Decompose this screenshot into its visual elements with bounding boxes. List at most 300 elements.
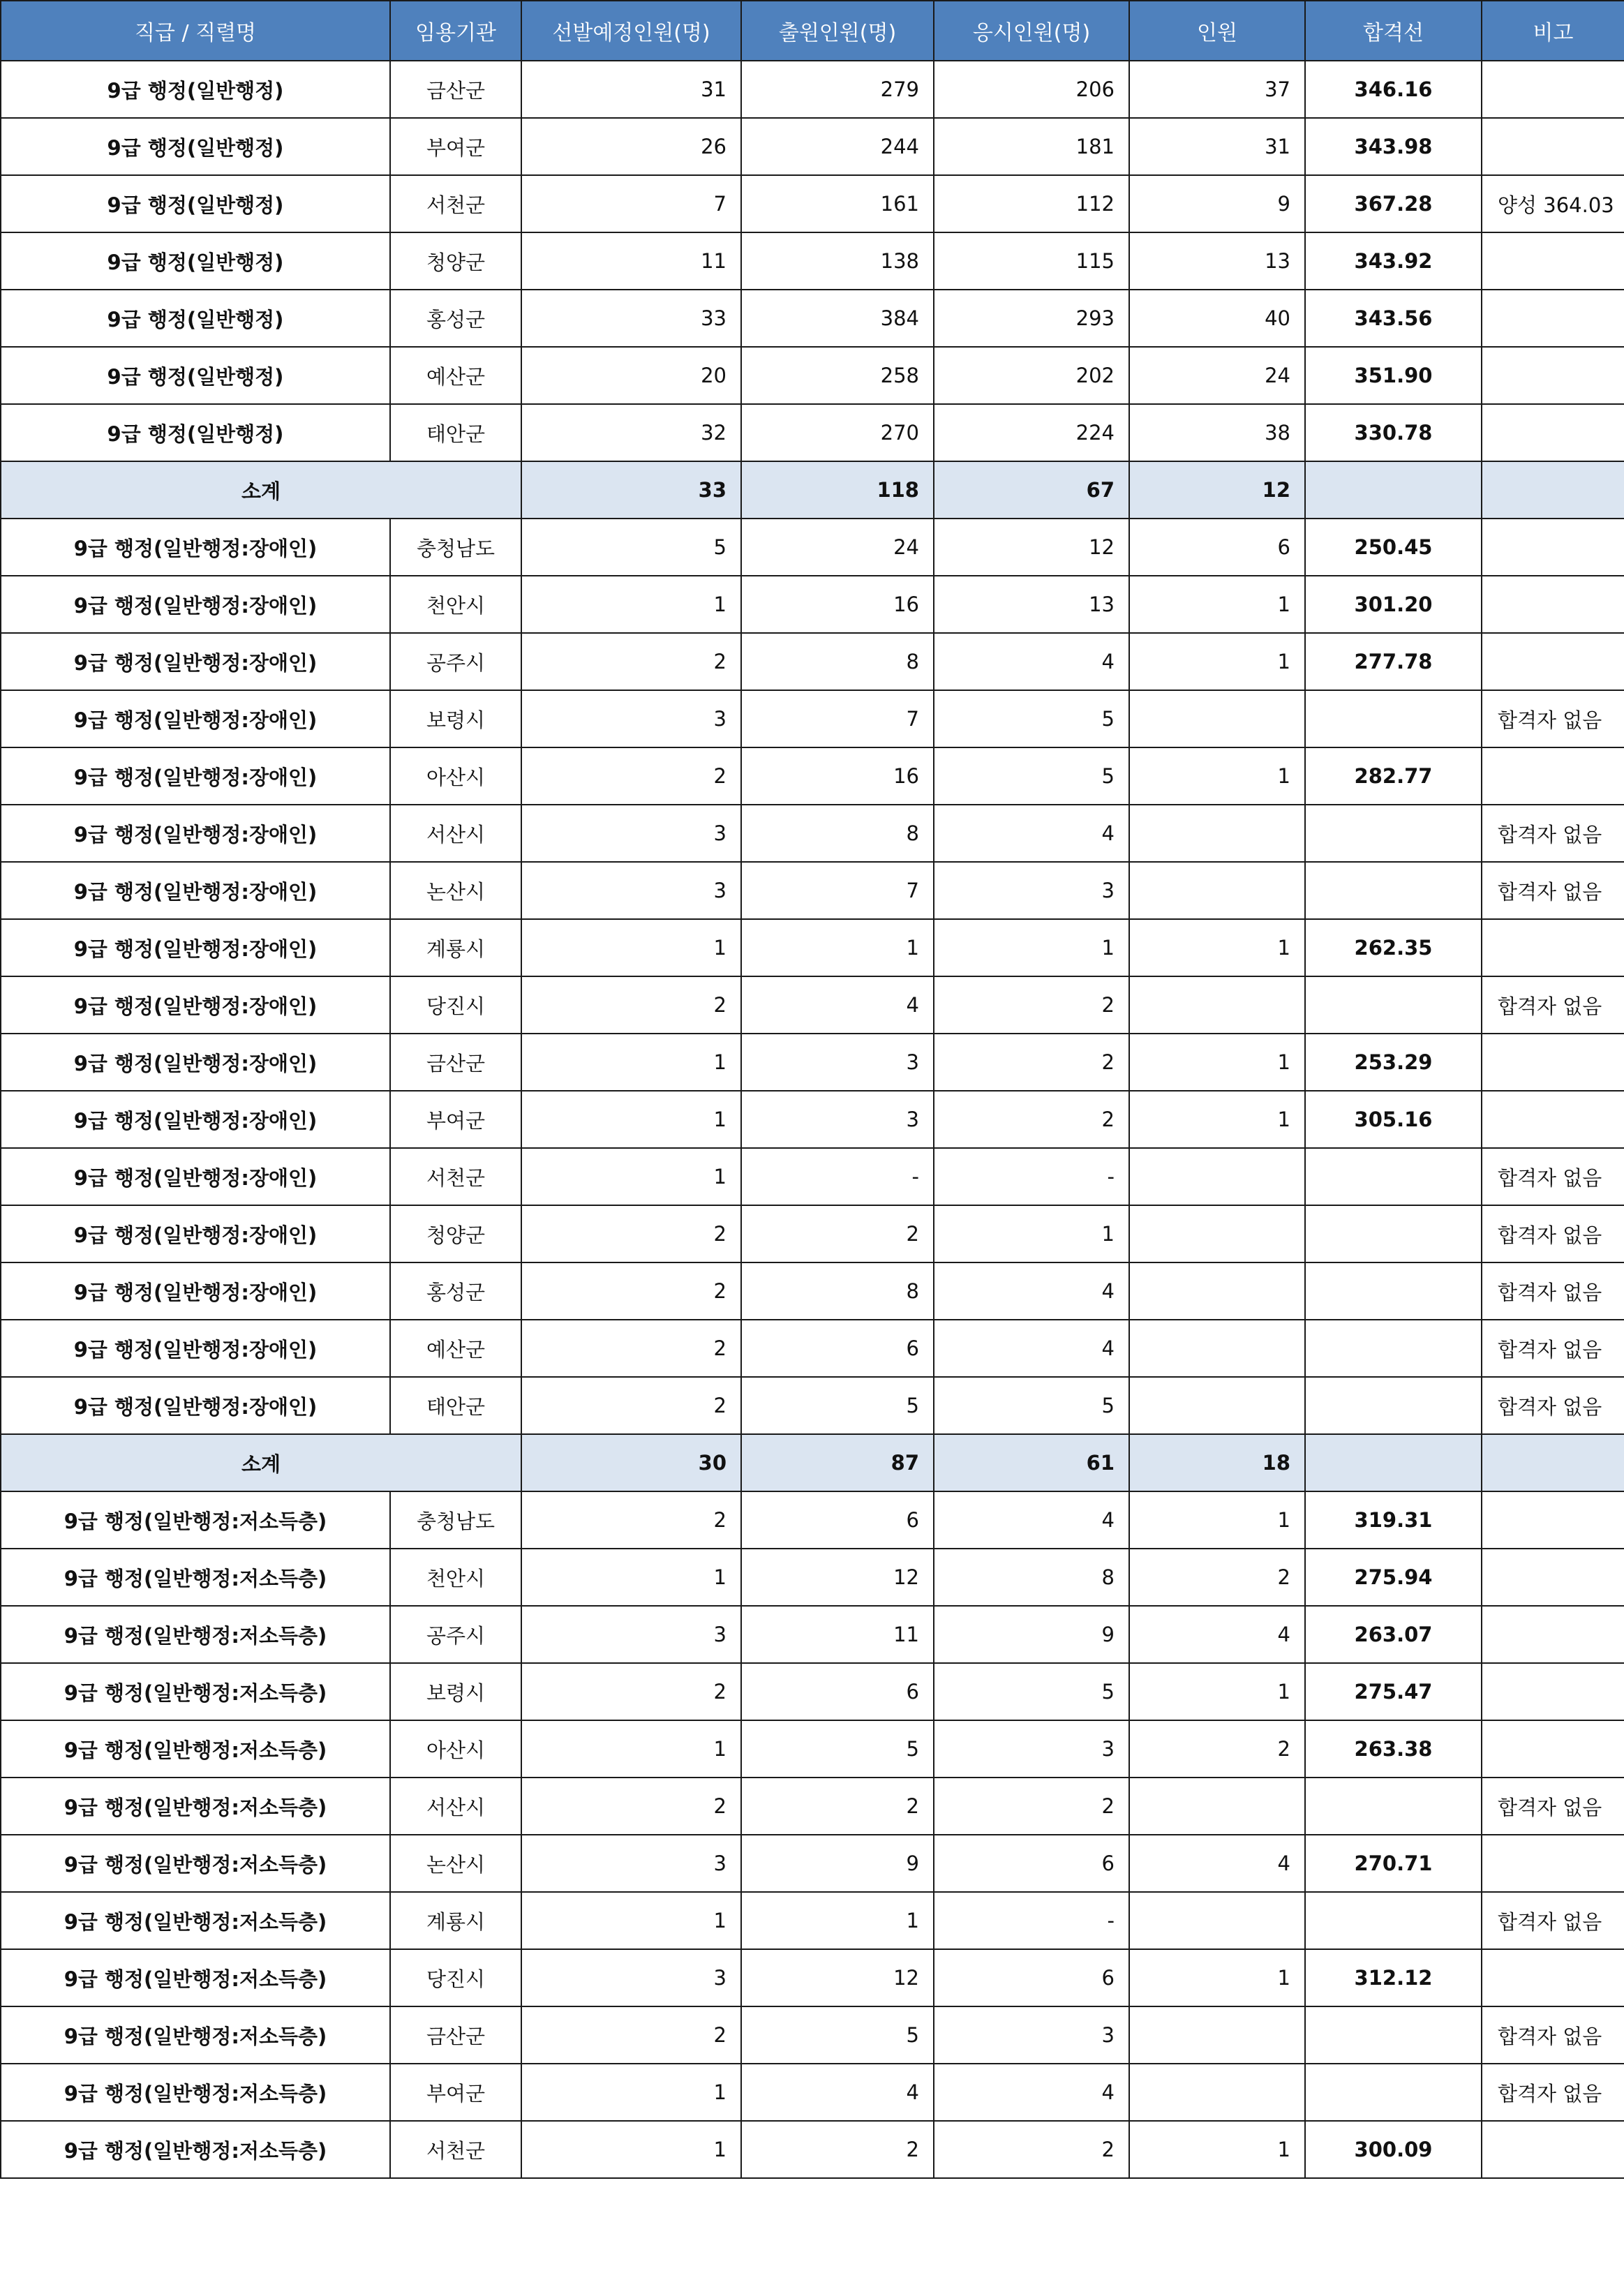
cell-note: 합격자 없음 [1482, 976, 1624, 1034]
cell-passed [1129, 690, 1305, 747]
cell-planned: 2 [521, 1205, 741, 1262]
cell-planned: 1 [521, 1892, 741, 1949]
cell-cutoff [1305, 1778, 1482, 1835]
cell-note: 합격자 없음 [1482, 1148, 1624, 1205]
cell-title: 9급 행정(일반행정) [1, 175, 390, 232]
cell-tested: 3 [934, 1720, 1129, 1778]
cell-cutoff: 312.12 [1305, 1949, 1482, 2006]
cell-tested: 4 [934, 2064, 1129, 2121]
cell-tested: 4 [934, 1320, 1129, 1377]
cell-passed: 6 [1129, 519, 1305, 576]
cell-cutoff [1305, 1205, 1482, 1262]
cell-note [1482, 1949, 1624, 2006]
cell-title: 9급 행정(일반행정) [1, 347, 390, 404]
table-row [1, 1606, 1624, 1663]
table-row [1, 862, 1624, 919]
cell-passed: 4 [1129, 1835, 1305, 1892]
cell-planned: 1 [521, 576, 741, 633]
cell-note [1482, 1434, 1624, 1491]
cell-cutoff [1305, 1262, 1482, 1320]
cell-applied: 2 [741, 1205, 934, 1262]
cell-note: 합격자 없음 [1482, 2064, 1624, 2121]
cell-applied: 279 [741, 61, 934, 118]
cell-org: 서천군 [390, 2121, 521, 2178]
cell-note [1482, 576, 1624, 633]
table-row [1, 1034, 1624, 1091]
cell-org: 서천군 [390, 1148, 521, 1205]
cell-planned: 1 [521, 1034, 741, 1091]
cell-planned: 30 [521, 1434, 741, 1491]
cell-note: 합격자 없음 [1482, 1778, 1624, 1835]
cell-planned: 3 [521, 1949, 741, 2006]
cell-planned: 2 [521, 2006, 741, 2064]
cell-tested: 61 [934, 1434, 1129, 1491]
cell-title: 9급 행정(일반행정) [1, 118, 390, 175]
table-row [1, 347, 1624, 404]
cell-title: 9급 행정(일반행정:장애인) [1, 633, 390, 690]
cell-tested: 67 [934, 461, 1129, 519]
cell-tested: 4 [934, 1262, 1129, 1320]
table-row [1, 1892, 1624, 1949]
cell-passed [1129, 1205, 1305, 1262]
cell-tested: - [934, 1148, 1129, 1205]
cell-applied: 9 [741, 1835, 934, 1892]
cell-title: 9급 행정(일반행정:저소득층) [1, 2006, 390, 2064]
cell-planned: 2 [521, 1377, 741, 1434]
cell-org: 홍성군 [390, 290, 521, 347]
cell-org: 부여군 [390, 2064, 521, 2121]
cell-cutoff: 277.78 [1305, 633, 1482, 690]
cell-tested: 8 [934, 1549, 1129, 1606]
cell-planned: 3 [521, 862, 741, 919]
cell-tested: 3 [934, 862, 1129, 919]
cell-passed: 31 [1129, 118, 1305, 175]
cell-note [1482, 461, 1624, 519]
cell-tested: 181 [934, 118, 1129, 175]
cell-org: 논산시 [390, 862, 521, 919]
cell-passed: 1 [1129, 1091, 1305, 1148]
cell-tested: 206 [934, 61, 1129, 118]
cell-passed: 1 [1129, 1491, 1305, 1549]
cell-cutoff [1305, 2006, 1482, 2064]
table-row [1, 1320, 1624, 1377]
cell-planned: 26 [521, 118, 741, 175]
cell-note [1482, 1720, 1624, 1778]
cell-title: 9급 행정(일반행정:저소득층) [1, 1778, 390, 1835]
table-row [1, 1262, 1624, 1320]
cell-passed: 1 [1129, 1663, 1305, 1720]
cell-cutoff [1305, 690, 1482, 747]
cell-passed: 1 [1129, 2121, 1305, 2178]
cell-cutoff [1305, 1148, 1482, 1205]
cell-title: 9급 행정(일반행정:저소득층) [1, 1491, 390, 1549]
cell-org: 홍성군 [390, 1262, 521, 1320]
cell-title: 9급 행정(일반행정:장애인) [1, 1148, 390, 1205]
cell-applied: 1 [741, 919, 934, 976]
column-header-org: 임용기관 [390, 1, 521, 61]
cell-applied: 138 [741, 232, 934, 290]
cell-tested: 115 [934, 232, 1129, 290]
cell-applied: 4 [741, 2064, 934, 2121]
cell-tested: 2 [934, 1034, 1129, 1091]
table-row [1, 1835, 1624, 1892]
table-row [1, 2121, 1624, 2178]
cell-tested: 1 [934, 919, 1129, 976]
cell-passed [1129, 976, 1305, 1034]
cell-passed: 18 [1129, 1434, 1305, 1491]
cell-note [1482, 2121, 1624, 2178]
cell-cutoff: 319.31 [1305, 1491, 1482, 1549]
cell-passed: 1 [1129, 633, 1305, 690]
column-header-planned: 선발예정인원(명) [521, 1, 741, 61]
cell-note: 합격자 없음 [1482, 862, 1624, 919]
cell-note: 양성 364.03 [1482, 175, 1624, 232]
cell-note [1482, 1549, 1624, 1606]
cell-passed [1129, 862, 1305, 919]
cell-note [1482, 747, 1624, 805]
cell-cutoff: 262.35 [1305, 919, 1482, 976]
cell-applied: 258 [741, 347, 934, 404]
subtotal-label: 소계 [1, 1434, 521, 1491]
cell-cutoff: 263.07 [1305, 1606, 1482, 1663]
cell-org: 논산시 [390, 1835, 521, 1892]
cell-note [1482, 232, 1624, 290]
cell-title: 9급 행정(일반행정:장애인) [1, 919, 390, 976]
table-row [1, 61, 1624, 118]
column-header-applied: 출원인원(명) [741, 1, 934, 61]
table-row [1, 633, 1624, 690]
cell-tested: 4 [934, 633, 1129, 690]
cell-passed: 1 [1129, 576, 1305, 633]
cell-planned: 32 [521, 404, 741, 461]
table-row [1, 1549, 1624, 1606]
table-row [1, 1205, 1624, 1262]
cell-org: 천안시 [390, 576, 521, 633]
table-row [1, 2064, 1624, 2121]
cell-org: 서천군 [390, 175, 521, 232]
table-row [1, 175, 1624, 232]
table-row [1, 805, 1624, 862]
cell-cutoff [1305, 1892, 1482, 1949]
cell-title: 9급 행정(일반행정:장애인) [1, 747, 390, 805]
cell-passed [1129, 2006, 1305, 2064]
cell-cutoff [1305, 976, 1482, 1034]
table-row [1, 519, 1624, 576]
table-row [1, 1949, 1624, 2006]
cell-applied: 2 [741, 2121, 934, 2178]
cell-org: 태안군 [390, 404, 521, 461]
cell-title: 9급 행정(일반행정:장애인) [1, 690, 390, 747]
cell-tested: 1 [934, 1205, 1129, 1262]
cell-tested: 293 [934, 290, 1129, 347]
cell-org: 아산시 [390, 1720, 521, 1778]
table-row [1, 290, 1624, 347]
cell-planned: 11 [521, 232, 741, 290]
cell-tested: 2 [934, 1778, 1129, 1835]
cell-applied: 2 [741, 1778, 934, 1835]
cell-planned: 5 [521, 519, 741, 576]
cell-planned: 20 [521, 347, 741, 404]
cell-tested: 4 [934, 805, 1129, 862]
cell-note: 합격자 없음 [1482, 1262, 1624, 1320]
subtotal-row [1, 1434, 1624, 1491]
cell-org: 계룡시 [390, 1892, 521, 1949]
cell-tested: 4 [934, 1491, 1129, 1549]
cell-tested: 112 [934, 175, 1129, 232]
cell-note: 합격자 없음 [1482, 805, 1624, 862]
cell-title: 9급 행정(일반행정:저소득층) [1, 2064, 390, 2121]
cell-title: 9급 행정(일반행정) [1, 290, 390, 347]
cell-passed [1129, 1148, 1305, 1205]
cell-passed: 1 [1129, 1949, 1305, 2006]
cell-planned: 2 [521, 976, 741, 1034]
cell-note [1482, 1835, 1624, 1892]
cell-title: 9급 행정(일반행정:장애인) [1, 1034, 390, 1091]
cell-planned: 33 [521, 290, 741, 347]
cell-org: 보령시 [390, 1663, 521, 1720]
cell-org: 예산군 [390, 1320, 521, 1377]
cell-applied: 5 [741, 1720, 934, 1778]
cell-planned: 2 [521, 1778, 741, 1835]
cell-planned: 1 [521, 2121, 741, 2178]
cell-title: 9급 행정(일반행정:장애인) [1, 1205, 390, 1262]
cell-passed: 4 [1129, 1606, 1305, 1663]
cell-applied: 8 [741, 633, 934, 690]
cell-cutoff: 343.56 [1305, 290, 1482, 347]
cell-cutoff [1305, 461, 1482, 519]
cell-tested: 2 [934, 1091, 1129, 1148]
cell-tested: 5 [934, 690, 1129, 747]
cell-note [1482, 1091, 1624, 1148]
cell-cutoff [1305, 805, 1482, 862]
cell-passed [1129, 1320, 1305, 1377]
cell-cutoff: 367.28 [1305, 175, 1482, 232]
cell-planned: 2 [521, 633, 741, 690]
column-header-cutoff: 합격선 [1305, 1, 1482, 61]
cell-title: 9급 행정(일반행정:저소득층) [1, 1663, 390, 1720]
cell-planned: 1 [521, 1720, 741, 1778]
cell-cutoff [1305, 1434, 1482, 1491]
table-row [1, 404, 1624, 461]
cell-applied: 3 [741, 1034, 934, 1091]
cell-tested: 6 [934, 1949, 1129, 2006]
cell-note: 합격자 없음 [1482, 1377, 1624, 1434]
cell-planned: 33 [521, 461, 741, 519]
cell-org: 당진시 [390, 1949, 521, 2006]
cell-passed: 1 [1129, 919, 1305, 976]
cell-note [1482, 919, 1624, 976]
cell-cutoff [1305, 862, 1482, 919]
cell-planned: 2 [521, 1491, 741, 1549]
cell-passed: 24 [1129, 347, 1305, 404]
cell-cutoff: 263.38 [1305, 1720, 1482, 1778]
cell-applied: 8 [741, 1262, 934, 1320]
cell-passed: 2 [1129, 1549, 1305, 1606]
cell-org: 금산군 [390, 61, 521, 118]
cell-passed: 37 [1129, 61, 1305, 118]
cell-applied: 6 [741, 1320, 934, 1377]
cell-note: 합격자 없음 [1482, 2006, 1624, 2064]
cell-org: 공주시 [390, 1606, 521, 1663]
cell-note: 합격자 없음 [1482, 1320, 1624, 1377]
cell-applied: 12 [741, 1949, 934, 2006]
cell-tested: 202 [934, 347, 1129, 404]
cell-passed: 38 [1129, 404, 1305, 461]
table-row [1, 1491, 1624, 1549]
cell-applied: 11 [741, 1606, 934, 1663]
cell-planned: 1 [521, 1091, 741, 1148]
table-row [1, 919, 1624, 976]
cell-applied: 7 [741, 690, 934, 747]
cell-planned: 1 [521, 919, 741, 976]
cell-title: 9급 행정(일반행정:장애인) [1, 1091, 390, 1148]
table-body [1, 61, 1624, 2178]
cell-passed: 1 [1129, 747, 1305, 805]
cell-planned: 2 [521, 747, 741, 805]
cell-org: 태안군 [390, 1377, 521, 1434]
cell-cutoff: 351.90 [1305, 347, 1482, 404]
cell-title: 9급 행정(일반행정:장애인) [1, 976, 390, 1034]
cell-passed: 13 [1129, 232, 1305, 290]
cell-org: 청양군 [390, 1205, 521, 1262]
cell-title: 9급 행정(일반행정:저소득층) [1, 1835, 390, 1892]
cell-planned: 2 [521, 1320, 741, 1377]
cell-title: 9급 행정(일반행정:저소득층) [1, 1606, 390, 1663]
cell-cutoff: 301.20 [1305, 576, 1482, 633]
table-row [1, 1148, 1624, 1205]
cell-cutoff: 250.45 [1305, 519, 1482, 576]
cell-applied: 118 [741, 461, 934, 519]
cell-planned: 3 [521, 690, 741, 747]
cell-org: 충청남도 [390, 519, 521, 576]
cell-cutoff: 330.78 [1305, 404, 1482, 461]
column-header-title: 직급 / 직렬명 [1, 1, 390, 61]
cell-title: 9급 행정(일반행정:저소득층) [1, 2121, 390, 2178]
cell-planned: 31 [521, 61, 741, 118]
cell-org: 계룡시 [390, 919, 521, 976]
cell-applied: 7 [741, 862, 934, 919]
cell-applied: 1 [741, 1892, 934, 1949]
cell-cutoff [1305, 1320, 1482, 1377]
cell-planned: 1 [521, 1148, 741, 1205]
cell-planned: 1 [521, 2064, 741, 2121]
cell-cutoff: 343.92 [1305, 232, 1482, 290]
table-row [1, 1377, 1624, 1434]
cell-org: 금산군 [390, 2006, 521, 2064]
cell-cutoff: 275.47 [1305, 1663, 1482, 1720]
cell-planned: 3 [521, 1606, 741, 1663]
cell-cutoff: 346.16 [1305, 61, 1482, 118]
cell-note [1482, 347, 1624, 404]
cell-passed: 12 [1129, 461, 1305, 519]
cell-title: 9급 행정(일반행정:저소득층) [1, 1949, 390, 2006]
cell-cutoff: 300.09 [1305, 2121, 1482, 2178]
cell-tested: 13 [934, 576, 1129, 633]
cell-org: 아산시 [390, 747, 521, 805]
cell-cutoff [1305, 2064, 1482, 2121]
cell-org: 서산시 [390, 1778, 521, 1835]
cell-applied: 8 [741, 805, 934, 862]
cell-passed: 9 [1129, 175, 1305, 232]
cell-cutoff: 275.94 [1305, 1549, 1482, 1606]
cell-planned: 3 [521, 1835, 741, 1892]
cell-applied: 6 [741, 1663, 934, 1720]
cell-cutoff: 305.16 [1305, 1091, 1482, 1148]
table-row [1, 747, 1624, 805]
cell-title: 9급 행정(일반행정:장애인) [1, 1320, 390, 1377]
cell-applied: 3 [741, 1091, 934, 1148]
cell-applied: 87 [741, 1434, 934, 1491]
cell-planned: 2 [521, 1262, 741, 1320]
cell-applied: 5 [741, 2006, 934, 2064]
cell-passed [1129, 805, 1305, 862]
cell-tested: - [934, 1892, 1129, 1949]
table-row [1, 1091, 1624, 1148]
cell-title: 9급 행정(일반행정:장애인) [1, 1262, 390, 1320]
subtotal-row [1, 461, 1624, 519]
cell-applied: 12 [741, 1549, 934, 1606]
cell-title: 9급 행정(일반행정:장애인) [1, 862, 390, 919]
cell-note [1482, 61, 1624, 118]
cell-passed: 1 [1129, 1034, 1305, 1091]
cell-org: 청양군 [390, 232, 521, 290]
cell-planned: 7 [521, 175, 741, 232]
cell-title: 9급 행정(일반행정:장애인) [1, 519, 390, 576]
table-row [1, 2006, 1624, 2064]
cell-planned: 1 [521, 1549, 741, 1606]
cell-passed [1129, 1778, 1305, 1835]
cell-cutoff: 270.71 [1305, 1835, 1482, 1892]
cell-note: 합격자 없음 [1482, 1205, 1624, 1262]
cell-note [1482, 290, 1624, 347]
cell-applied: 384 [741, 290, 934, 347]
cell-cutoff: 253.29 [1305, 1034, 1482, 1091]
table-row [1, 1663, 1624, 1720]
cell-org: 서산시 [390, 805, 521, 862]
cell-passed: 40 [1129, 290, 1305, 347]
cell-applied: 270 [741, 404, 934, 461]
cell-title: 9급 행정(일반행정:저소득층) [1, 1892, 390, 1949]
cell-planned: 2 [521, 1663, 741, 1720]
cell-applied: - [741, 1148, 934, 1205]
cell-note [1482, 404, 1624, 461]
cell-note: 합격자 없음 [1482, 1892, 1624, 1949]
table-row [1, 1720, 1624, 1778]
table-row [1, 976, 1624, 1034]
cell-org: 예산군 [390, 347, 521, 404]
header-row [1, 1, 1624, 61]
cell-tested: 224 [934, 404, 1129, 461]
cell-tested: 6 [934, 1835, 1129, 1892]
cell-cutoff: 282.77 [1305, 747, 1482, 805]
cell-org: 부여군 [390, 1091, 521, 1148]
cell-applied: 244 [741, 118, 934, 175]
cell-tested: 12 [934, 519, 1129, 576]
cell-org: 당진시 [390, 976, 521, 1034]
cell-org: 부여군 [390, 118, 521, 175]
cell-applied: 16 [741, 747, 934, 805]
cell-passed: 2 [1129, 1720, 1305, 1778]
cell-org: 보령시 [390, 690, 521, 747]
cell-note [1482, 118, 1624, 175]
cell-note [1482, 1606, 1624, 1663]
cell-planned: 3 [521, 805, 741, 862]
table-row [1, 118, 1624, 175]
cell-applied: 161 [741, 175, 934, 232]
cell-note [1482, 633, 1624, 690]
cell-cutoff: 343.98 [1305, 118, 1482, 175]
cell-passed [1129, 1262, 1305, 1320]
